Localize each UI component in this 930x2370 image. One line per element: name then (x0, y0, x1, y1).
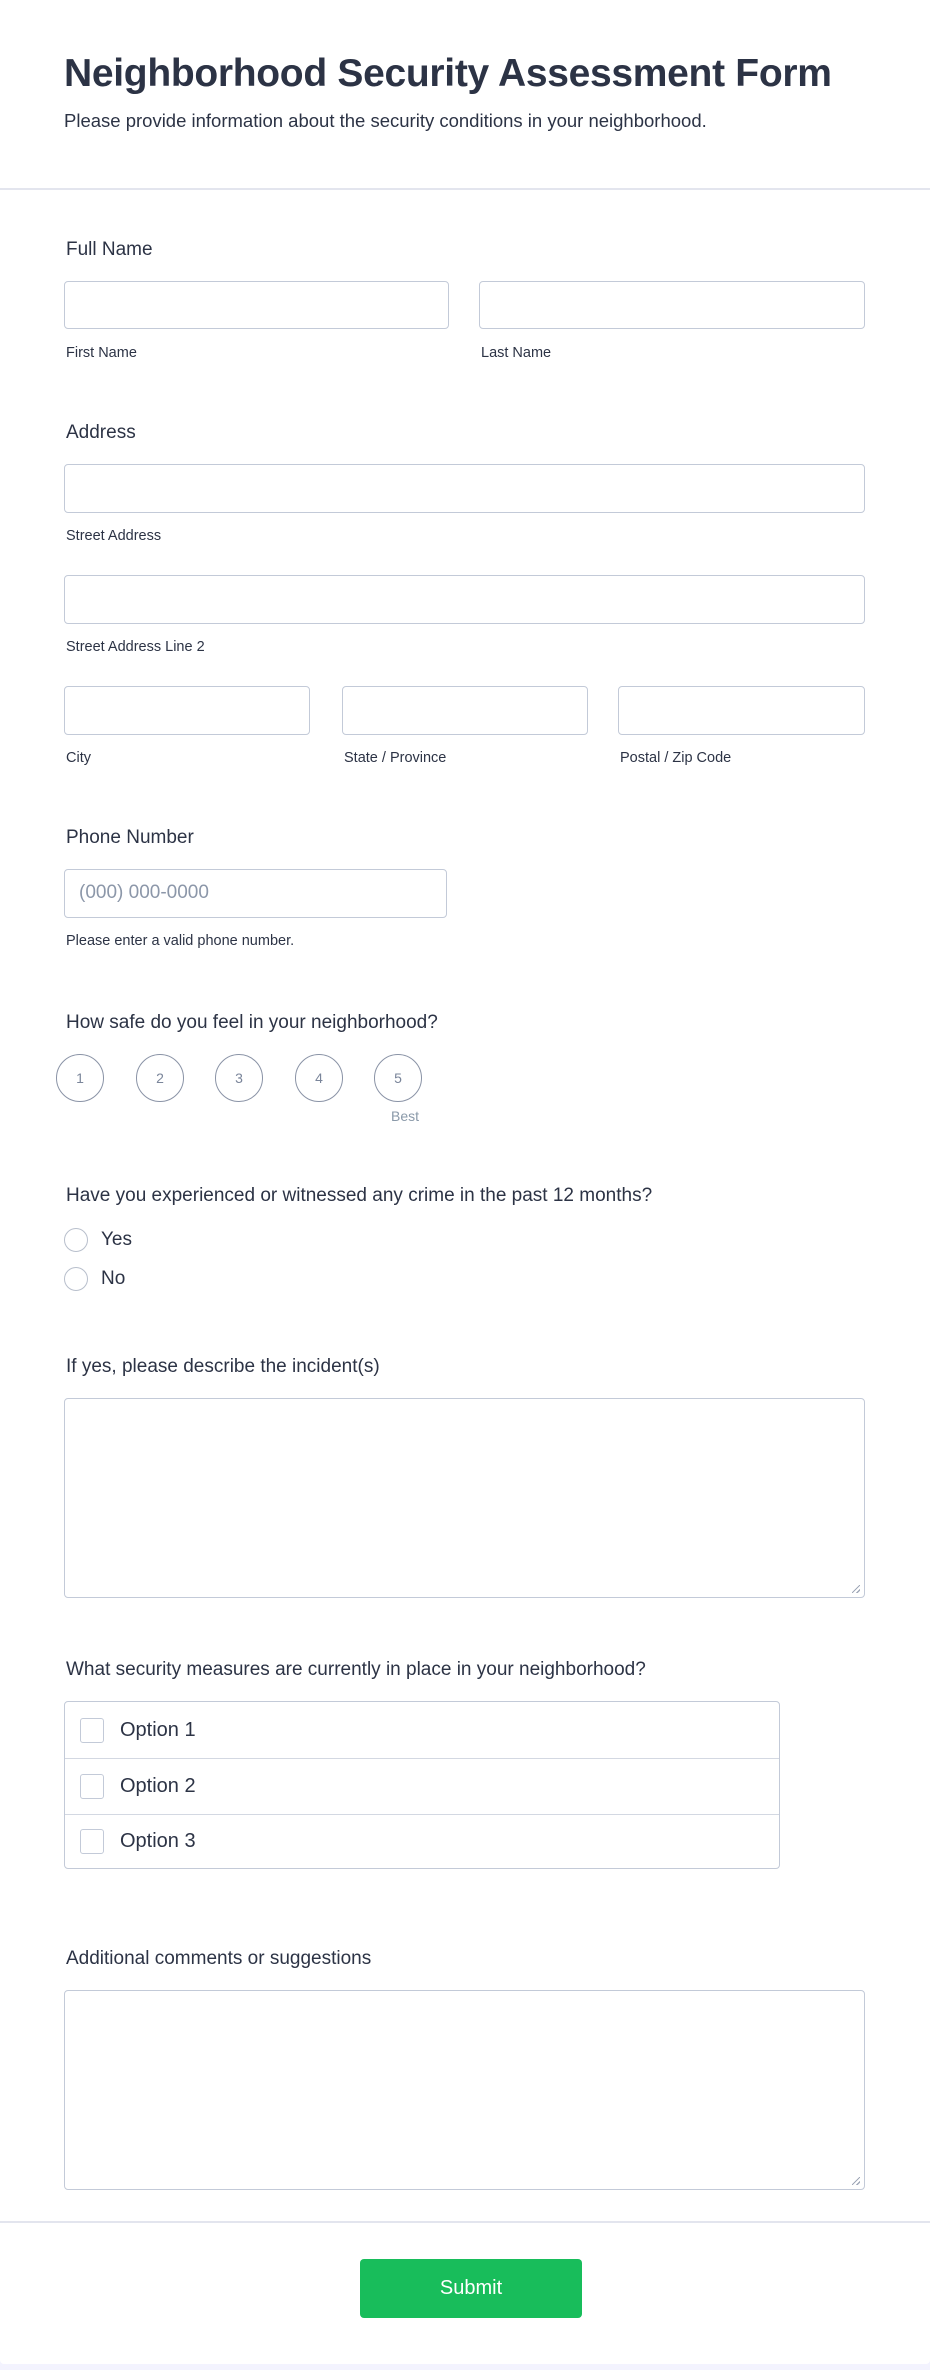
measures-checkbox-list (64, 1701, 780, 1869)
zip-sublabel: Postal / Zip Code (620, 750, 732, 766)
checkbox[interactable] (80, 1774, 104, 1799)
phone-input[interactable] (64, 869, 447, 918)
checkbox-option-3[interactable] (65, 1815, 779, 1868)
full-name-label: Full Name (66, 239, 153, 260)
scale-option-4[interactable]: 4 (295, 1054, 343, 1102)
form-title: Neighborhood Security Assessment Form (64, 52, 832, 95)
phone-label: Phone Number (66, 827, 194, 848)
street-address-sublabel: Street Address (66, 528, 162, 544)
checkbox-option-2[interactable] (65, 1759, 779, 1815)
city-sublabel: City (66, 750, 91, 766)
incident-label: If yes, please describe the incident(s) (66, 1356, 380, 1377)
zip-input[interactable] (618, 686, 865, 735)
incident-textarea[interactable] (64, 1398, 865, 1598)
radio-no[interactable] (64, 1267, 88, 1291)
crime-label: Have you experienced or witnessed any crime in the past 12 months? (66, 1185, 653, 1206)
measures-label: What security measures are currently in place in your neighborhood? (66, 1659, 646, 1680)
street-address-input[interactable] (64, 464, 865, 513)
checkbox-label[interactable]: Option 3 (120, 1830, 196, 1852)
footer-divider (0, 2221, 930, 2223)
scale-option-3[interactable]: 3 (215, 1054, 263, 1102)
header-divider (0, 188, 930, 190)
scale-option-5[interactable]: 5 (374, 1054, 422, 1102)
scale-best-label: Best (391, 1108, 420, 1124)
last-name-input[interactable] (479, 281, 865, 329)
street-address-line2-sublabel: Street Address Line 2 (66, 639, 205, 655)
checkbox[interactable] (80, 1718, 104, 1743)
first-name-input[interactable] (64, 281, 449, 329)
phone-placeholder: (000) 000-0000 (79, 882, 209, 903)
submit-button[interactable]: Submit (360, 2259, 582, 2318)
radio-no-label[interactable]: No (101, 1268, 126, 1289)
phone-hint: Please enter a valid phone number. (66, 933, 295, 949)
form-subtitle: Please provide information about the security conditions in your neighborhood. (64, 110, 707, 131)
first-name-sublabel: First Name (66, 345, 137, 361)
comments-label: Additional comments or suggestions (66, 1948, 372, 1969)
resize-handle-icon[interactable] (852, 1585, 860, 1593)
state-input[interactable] (342, 686, 588, 735)
radio-yes[interactable] (64, 1228, 88, 1252)
resize-handle-icon[interactable] (852, 2177, 860, 2185)
scale-option-2[interactable]: 2 (136, 1054, 184, 1102)
safety-label: How safe do you feel in your neighborhood? (66, 1012, 438, 1033)
checkbox-option-1[interactable] (65, 1702, 779, 1759)
comments-textarea[interactable] (64, 1990, 865, 2190)
radio-yes-label[interactable]: Yes (101, 1229, 132, 1250)
state-sublabel: State / Province (344, 750, 447, 766)
last-name-sublabel: Last Name (481, 345, 552, 361)
city-input[interactable] (64, 686, 310, 735)
checkbox[interactable] (80, 1829, 104, 1854)
scale-option-1[interactable]: 1 (56, 1054, 104, 1102)
street-address-line2-input[interactable] (64, 575, 865, 624)
checkbox-label[interactable]: Option 1 (120, 1718, 196, 1741)
checkbox-label[interactable]: Option 2 (120, 1775, 196, 1797)
address-label: Address (66, 422, 136, 443)
